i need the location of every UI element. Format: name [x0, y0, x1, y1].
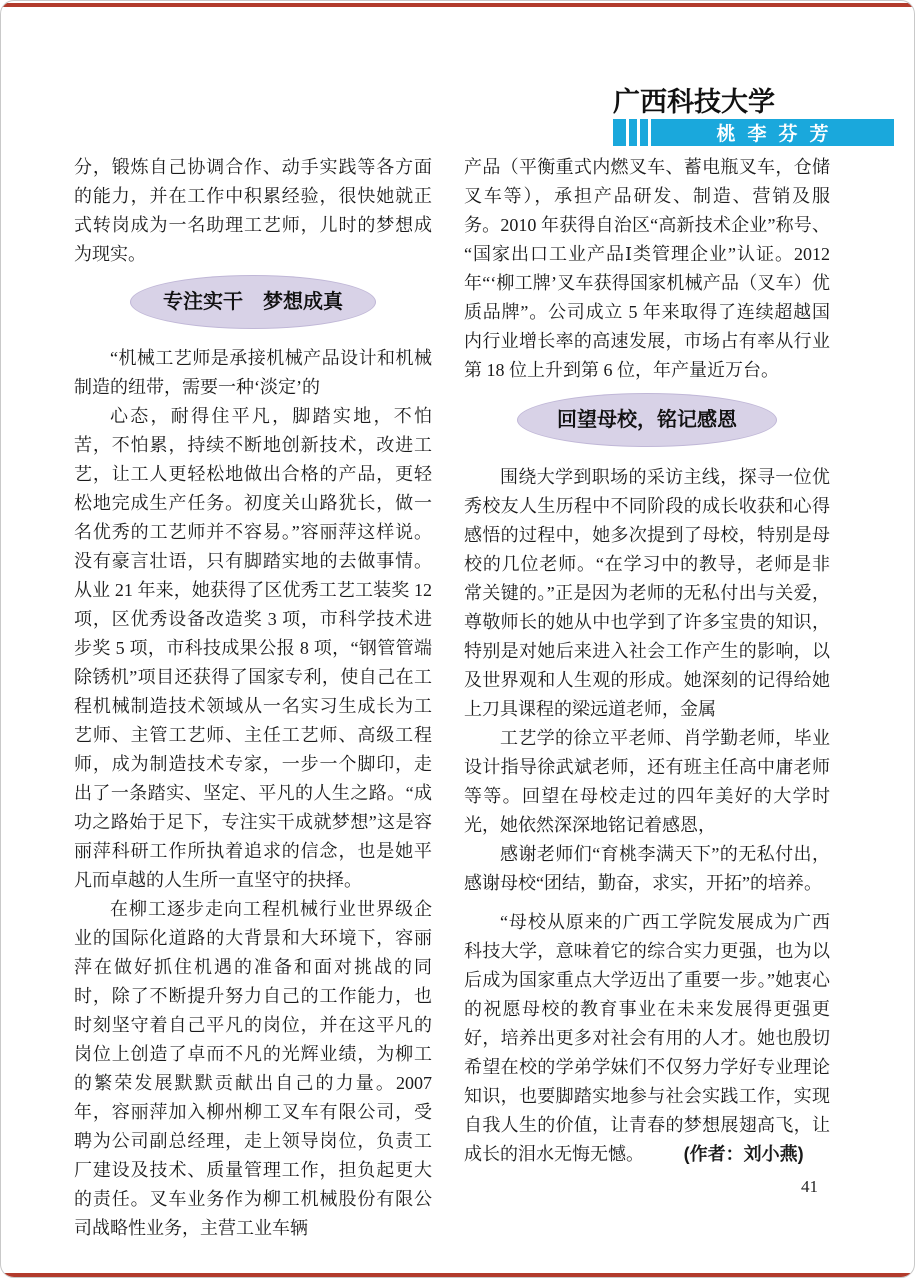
top-red-rule: [1, 3, 914, 7]
section-heading-badge: 专注实干 梦想成真: [130, 275, 376, 329]
paragraph: 分，锻炼自己协调合作、动手实践等各方面的能力，并在工作中积累经验，很快她就正式转岗成为一名助理工艺师，儿时的梦想成为现实。: [74, 157, 432, 264]
paragraph-text: “母校从原来的广西工学院发展成为广西科技大学，意味着它的综合实力更强，也为以后成为国家重点大学迈出了重要一步。”她衷心的祝愿母校的教育事业在未来发展得更强更好，培养出更多对社会有用的人才。她也殷切希望在校的学弟学妹们不仅努力学好专业理论知识，也要脚踏实地参与社会实践工作，实现自我人生的价值，让青春的梦想展翅高飞，让成长的泪水无悔无憾。: [464, 912, 830, 1164]
author-credit: (作者：刘小燕): [683, 1144, 804, 1164]
section-banner: [613, 119, 894, 146]
university-title-text: 广西科技大学: [613, 87, 775, 117]
paragraph: 心态，耐得住平凡，脚踏实地，不怕苦，不怕累，持续不断地创新技术，改进工艺，让工人更轻松地做出合格的产品，更轻松地完成生产任务。初度关山路犹长，做一名优秀的工艺师并不容易。”容丽萍这样说。没有豪言壮语，只有脚踏实地的去做事情。从业 21 年来，她获得了区优秀工艺工装奖 12 项，区优秀设备改造奖 3 项，市科学技术进步奖 5 项，市科技成果公报 8 项，“钢管管端除锈机”项目还获得了国家专利，使自己在工程机械制造技术领域从一名实习生成长为工艺师、主管工艺师、主任工艺师、高级工程师，成为制造技术专家，一步一个脚印，走出了一条踏实、坚定、平凡的人生之路。“成功之路始于足下，专注实干成就梦想”这是容丽萍科研工作所执着追求的信念，也是她平凡而卓越的人生所一直坚守的抉择。: [74, 406, 432, 890]
page-number: 41: [801, 1177, 818, 1196]
page-header: [613, 87, 894, 146]
right-column: [464, 153, 830, 1243]
paragraph: 工艺学的徐立平老师、肖学勤老师，毕业设计指导徐武斌老师，还有班主任高中庸老师等等。回望在母校走过的四年美好的大学时光，她依然深深地铭记着感恩，: [464, 728, 830, 835]
bottom-red-rule: [1, 1273, 914, 1277]
banner-stripe: [629, 119, 637, 146]
section-heading-badge: 回望母校，铭记感恩: [517, 393, 777, 447]
paragraph: 在柳工逐步走向工程机械行业世界级企业的国际化道路的大背景和大环境下，容丽萍在做好抓住机遇的准备和面对挑战的同时，除了不断提升努力自己的工作能力，也时刻坚守着自己平凡的岗位，并在这平凡的岗位上创造了卓而不凡的光辉业绩，为柳工的繁荣发展默默贡献出自己的力量。2007 年，容丽萍加入柳州柳工叉车有限公司，受聘为公司副总经理，走上领导岗位，负责工厂建设及技术、质量管理工作，担负起更大的责任。叉车业务作为柳工机械股份有限公司战略性业务，主营工业车辆: [74, 899, 432, 1238]
banner-label: 桃李芬芳: [651, 119, 894, 146]
paragraph: “机械工艺师是承接机械产品设计和机械制造的纽带，需要一种‘淡定’的: [74, 348, 432, 397]
left-column: [74, 153, 432, 1243]
banner-stripe: [640, 119, 648, 146]
article-body: [74, 153, 830, 1243]
paragraph: 感谢老师们“育桃李满天下”的无私付出，感谢母校“团结，勤奋，求实，开拓”的培养。: [464, 844, 830, 893]
paragraph: 围绕大学到职场的采访主线，探寻一位优秀校友人生历程中不同阶段的成长收获和心得感悟的过程中，她多次提到了母校，特别是母校的几位老师。“在学习中的教导，老师是非常关键的。”正是因为老师的无私付出与关爱，尊敬师长的她从中也学到了许多宝贵的知识，特别是对她后来进入社会工作产生的影响，以及世界观和人生观的形成。她深刻的记得给她上刀具课程的梁远道老师，金属: [464, 467, 830, 719]
paragraph: 产品（平衡重式内燃叉车、蓄电瓶叉车，仓储叉车等），承担产品研发、制造、营销及服务。2010 年获得自治区“高新技术企业”称号、“国家出口工业产品Ⅰ类管理企业”认证。2012 年“‘柳工牌’叉车获得国家机械产品（叉车）优质品牌”。公司成立 5 年来取得了连续超越国内行业增长率的高速发展，市场占有率从行业第 18 位上升到第 6 位，年产量近万台。: [464, 157, 830, 380]
paragraph: [464, 908, 830, 1169]
banner-stripe: [613, 119, 626, 146]
university-title: [613, 87, 894, 117]
